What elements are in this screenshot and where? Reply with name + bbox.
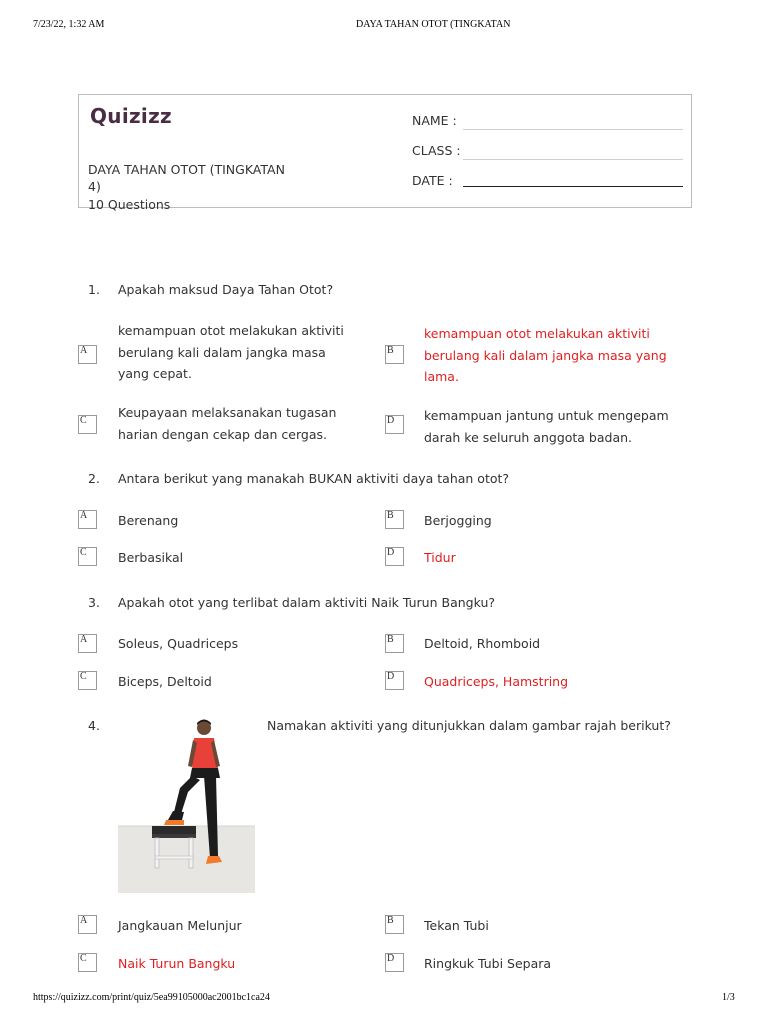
class-label: CLASS :	[412, 143, 461, 158]
option-text: Berbasikal	[118, 550, 184, 565]
option-text: Berjogging	[424, 513, 492, 528]
quiz-header-card	[78, 94, 692, 208]
option-text: Soleus, Quadriceps	[118, 636, 239, 651]
option-text: Ringkuk Tubi Separa	[424, 956, 552, 971]
option-checkbox[interactable]: A	[78, 634, 97, 653]
option-checkbox[interactable]: B	[385, 510, 404, 529]
date-line[interactable]	[463, 186, 683, 187]
option-checkbox[interactable]: D	[385, 415, 404, 434]
question-number: 1.	[88, 282, 100, 297]
option-text: kemampuan jantung untuk mengepam darah ke seluruh anggota badan.	[424, 408, 669, 445]
name-label: NAME :	[412, 113, 457, 128]
option-text: kemampuan otot melakukan aktiviti berulang kali dalam jangka masa yang cepat.	[118, 323, 344, 381]
option-text: Jangkauan Melunjur	[118, 918, 242, 933]
print-datetime: 7/23/22, 1:32 AM	[33, 19, 105, 30]
step-up-bench-photo	[118, 716, 255, 893]
question-number: 4.	[88, 718, 100, 733]
class-line[interactable]	[463, 159, 683, 160]
option-checkbox[interactable]: B	[385, 634, 404, 653]
option-checkbox[interactable]: C	[78, 547, 97, 566]
option-checkbox[interactable]: B	[385, 915, 404, 934]
quiz-title: DAYA TAHAN OTOT (TINGKATAN 4)	[88, 162, 285, 194]
print-page-title: DAYA TAHAN OTOT (TINGKATAN	[356, 19, 511, 30]
option-text: Biceps, Deltoid	[118, 674, 212, 689]
question-text: Apakah otot yang terlibat dalam aktiviti Naik Turun Bangku?	[118, 595, 496, 610]
option-text-correct: kemampuan otot melakukan aktiviti berulang kali dalam jangka masa yang lama.	[424, 326, 667, 384]
option-checkbox[interactable]: A	[78, 510, 97, 529]
question-text: Apakah maksud Daya Tahan Otot?	[118, 282, 334, 297]
option-checkbox[interactable]: C	[78, 671, 97, 690]
option-text-correct: Tidur	[424, 550, 456, 565]
question-count: 10 Questions	[88, 197, 171, 212]
question-number: 3.	[88, 595, 100, 610]
option-text: Deltoid, Rhomboid	[424, 636, 541, 651]
option-text-correct: Naik Turun Bangku	[118, 956, 236, 971]
name-line[interactable]	[463, 129, 683, 130]
option-text: Keupayaan melaksanakan tugasan harian dengan cekap dan cergas.	[118, 405, 337, 442]
option-checkbox[interactable]: D	[385, 671, 404, 690]
option-checkbox[interactable]: C	[78, 415, 97, 434]
option-text-correct: Quadriceps, Hamstring	[424, 674, 569, 689]
option-checkbox[interactable]: C	[78, 953, 97, 972]
option-checkbox[interactable]: D	[385, 547, 404, 566]
print-url: https://quizizz.com/print/quiz/5ea99105000ac2001bc1ca24	[33, 992, 270, 1003]
option-text: Tekan Tubi	[424, 918, 489, 933]
question-number: 2.	[88, 471, 100, 486]
option-checkbox[interactable]: B	[385, 345, 404, 364]
option-text: Berenang	[118, 513, 179, 528]
question-text: Namakan aktiviti yang ditunjukkan dalam gambar rajah berikut?	[267, 718, 671, 733]
question-text: Antara berikut yang manakah BUKAN aktiviti daya tahan otot?	[118, 471, 510, 486]
option-checkbox[interactable]: A	[78, 345, 97, 364]
date-label: DATE :	[412, 173, 453, 188]
quizizz-logo: Quizizz	[90, 104, 172, 128]
option-checkbox[interactable]: D	[385, 953, 404, 972]
option-checkbox[interactable]: A	[78, 915, 97, 934]
print-page-number: 1/3	[722, 992, 735, 1003]
